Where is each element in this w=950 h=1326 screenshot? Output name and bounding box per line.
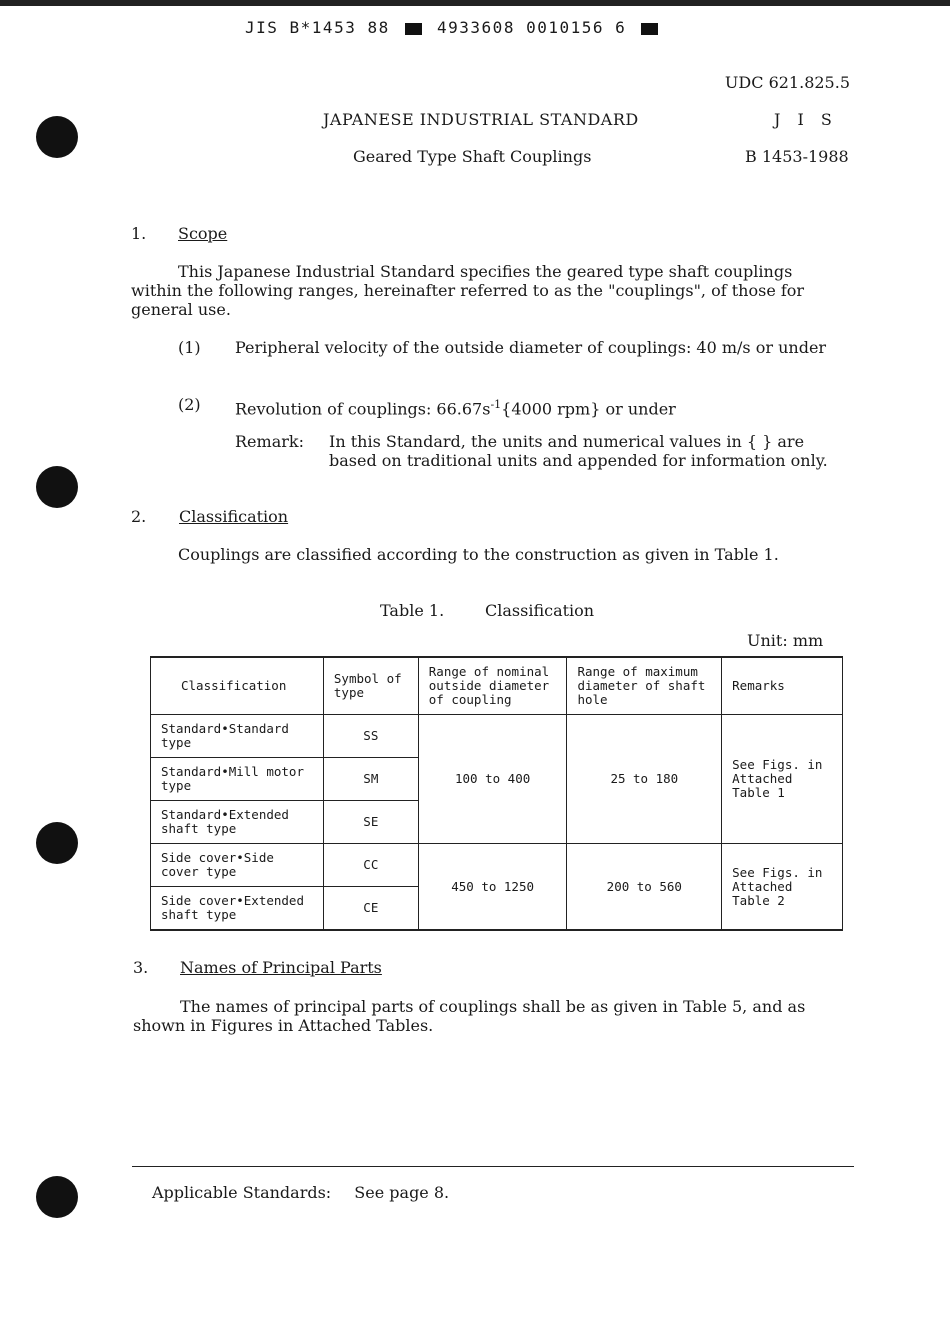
remark-text: In this Standard, the units and numerical values in { } are based on traditional units and appended for information only. (329, 432, 828, 470)
group-1-outside-diameter: 100 to 400 (418, 715, 567, 844)
binder-hole (36, 116, 78, 158)
table-header-row (151, 657, 843, 715)
table-unit: Unit: mm (747, 631, 824, 650)
group-1-shaft-hole: 25 to 180 (567, 715, 722, 844)
row-symbol: CE (323, 887, 418, 931)
footer-value: See page 8. (354, 1183, 450, 1202)
row-symbol: SE (323, 801, 418, 844)
remark-label: Remark: (235, 432, 304, 451)
table-caption-title: Classification (485, 601, 595, 620)
section-2-body: Couplings are classified according to the construction as given in Table 1. (178, 545, 779, 564)
top-border (0, 0, 950, 6)
group-2-remarks: See Figs. in Attached Table 2 (722, 844, 843, 931)
document-number: B 1453-1988 (745, 147, 849, 166)
table-row (151, 844, 843, 887)
footer-separator (132, 1166, 854, 1167)
table-row (151, 715, 843, 758)
udc-number: UDC 621.825.5 (724, 73, 850, 92)
table-caption-number: Table 1. (380, 601, 445, 620)
section-3-number: 3. (133, 958, 149, 977)
section-3-title: Names of Principal Parts (180, 958, 382, 977)
section-3-body: The names of principal parts of couplings shall be as given in Table 5, and as shown in Figures in Attached Tables. (133, 997, 806, 1035)
group-2-outside-diameter: 450 to 1250 (418, 844, 567, 931)
binder-hole (36, 822, 78, 864)
item-1-number: (1) (178, 338, 201, 357)
header-outside-diameter: Range of nominal outside diameter of coupling (418, 657, 567, 715)
footer (152, 1183, 467, 1202)
document-code-line (245, 18, 662, 37)
header-classification: Classification (151, 657, 324, 715)
item-2-text-b: {4000 rpm} or under (501, 399, 676, 419)
row-symbol: SM (323, 758, 418, 801)
binder-hole (36, 466, 78, 508)
item-2-number: (2) (178, 395, 201, 414)
section-1-body: This Japanese Industrial Standard specifies the geared type shaft couplings within the following ranges, hereinafter referred to as the "couplings", of those for general use. (131, 262, 805, 319)
black-block-mark (405, 23, 422, 35)
row-symbol: SS (323, 715, 418, 758)
row-classification: Standard•Extended shaft type (151, 801, 324, 844)
code-line-part-1: JIS B*1453 88 (245, 18, 390, 37)
footer-label: Applicable Standards: (152, 1183, 332, 1202)
header-shaft-hole: Range of maximum diameter of shaft hole (567, 657, 722, 715)
row-symbol: CC (323, 844, 418, 887)
document-title: Geared Type Shaft Couplings (353, 147, 592, 166)
header-remarks: Remarks (722, 657, 843, 715)
header-symbol: Symbol of type (323, 657, 418, 715)
item-2-text (235, 395, 840, 418)
row-classification: Side cover•Side cover type (151, 844, 324, 887)
jis-label: J I S (774, 110, 838, 129)
classification-table (150, 656, 843, 931)
section-2-title: Classification (179, 507, 289, 526)
item-2-text-a: Revolution of couplings: 66.67s (235, 399, 491, 419)
section-1-title: Scope (178, 224, 228, 243)
row-classification: Standard•Mill motor type (151, 758, 324, 801)
item-2-superscript: -1 (490, 398, 502, 411)
binder-hole (36, 1176, 78, 1218)
black-block-mark (641, 23, 658, 35)
row-classification: Standard•Standard type (151, 715, 324, 758)
group-2-shaft-hole: 200 to 560 (567, 844, 722, 931)
code-line-part-2: 4933608 0010156 6 (437, 18, 627, 37)
group-1-remarks: See Figs. in Attached Table 1 (722, 715, 843, 844)
section-2-number: 2. (131, 507, 147, 526)
standard-org: JAPANESE INDUSTRIAL STANDARD (323, 110, 639, 129)
section-1-number: 1. (131, 224, 147, 243)
row-classification: Side cover•Extended shaft type (151, 887, 324, 931)
item-1-text: Peripheral velocity of the outside diameter of couplings: 40 m/s or under (235, 338, 827, 357)
